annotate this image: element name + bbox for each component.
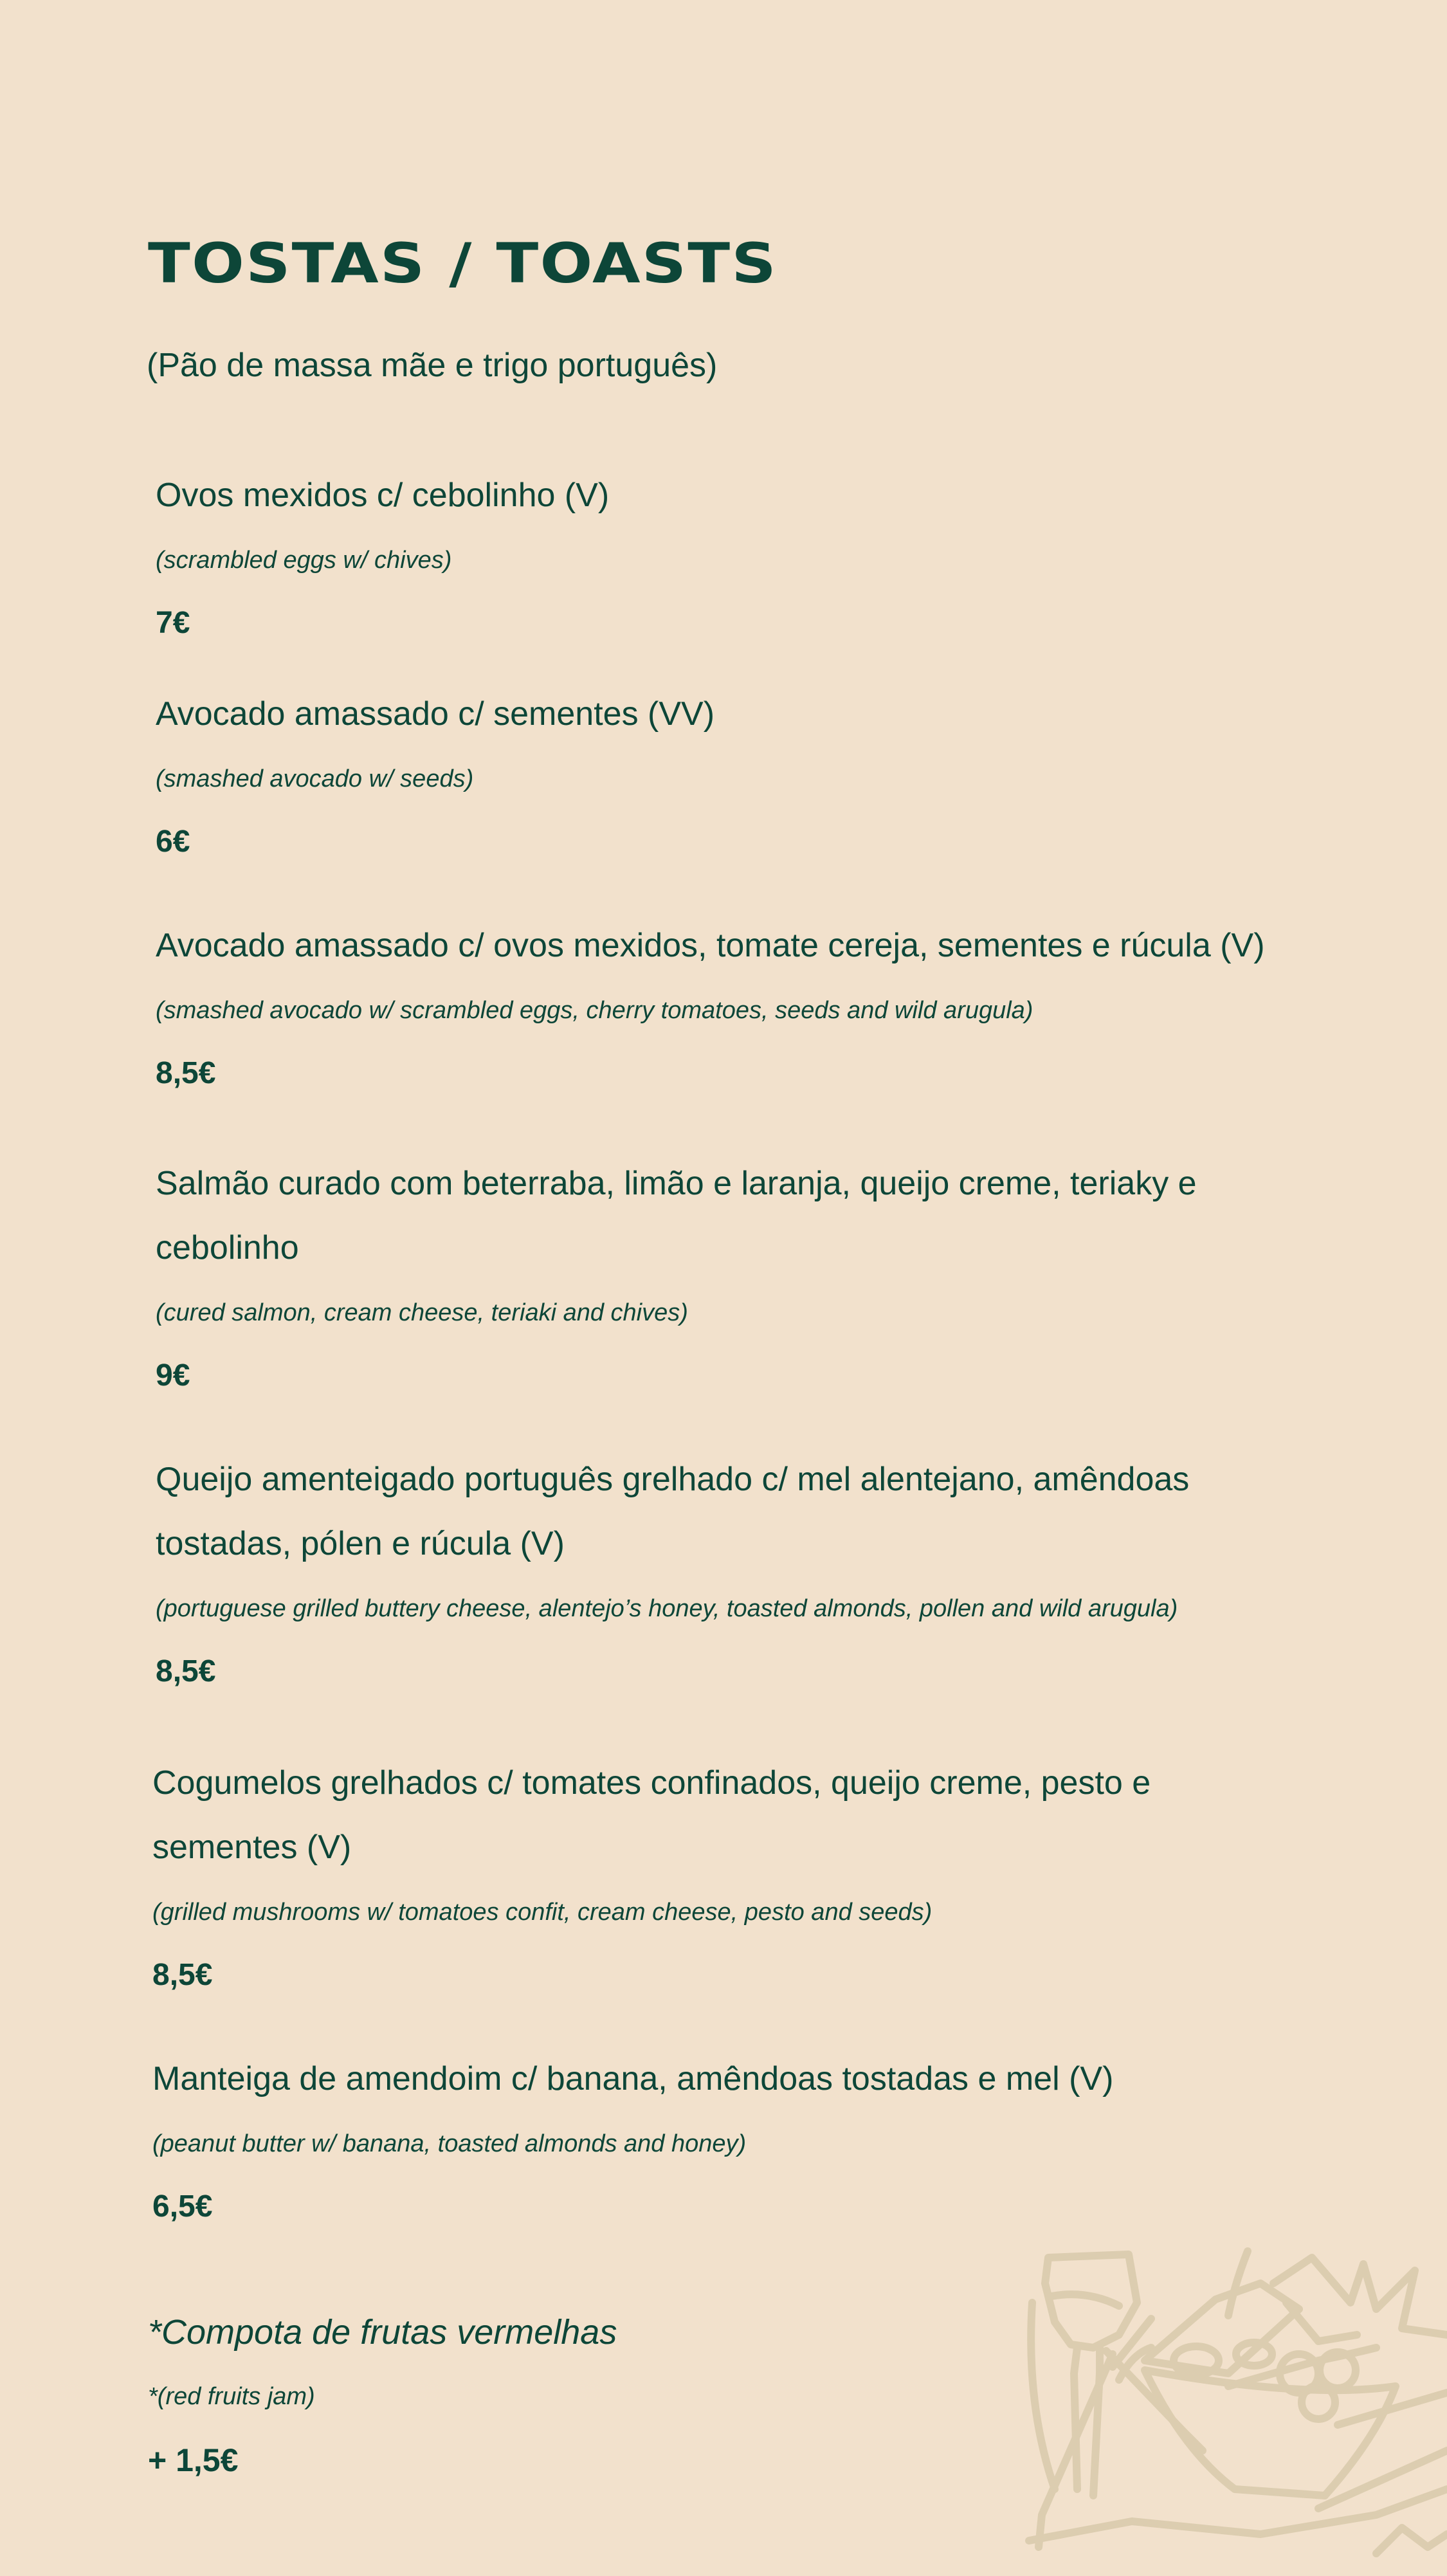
menu-item [156, 463, 1326, 641]
menu-item [156, 1151, 1197, 1393]
menu-item [152, 1751, 1304, 1993]
item-price: 8,5€ [156, 1056, 216, 1090]
menu-item [156, 913, 1326, 1091]
menu-item [156, 1447, 1313, 1689]
item-description: (smashed avocado w/ scrambled eggs, cherry tomatoes, seeds and wild arugula) [156, 997, 1033, 1024]
item-name: Queijo amenteigado português grelhado c/ mel alentejano, amêndoas tostadas, pólen e rúcula (V) [156, 1461, 1190, 1562]
item-price: 6€ [156, 825, 190, 859]
item-price: 9€ [156, 1358, 190, 1393]
extra-addon [148, 2312, 617, 2479]
item-name: Avocado amassado c/ sementes (VV) [156, 695, 715, 733]
section-title: TOSTAS / TOASTS [148, 232, 778, 296]
item-name: Ovos mexidos c/ cebolinho (V) [156, 477, 610, 514]
item-name: Avocado amassado c/ ovos mexidos, tomate cereja, sementes e rúcula (V) [156, 927, 1265, 964]
item-name: Salmão curado com beterraba, limão e laranja, queijo creme, teriaky e cebolinho [156, 1165, 1197, 1266]
item-price: 8,5€ [152, 1958, 213, 1992]
item-description: (peanut butter w/ banana, toasted almonds and honey) [152, 2130, 747, 2157]
extra-price: + 1,5€ [148, 2442, 239, 2478]
item-description: (cured salmon, cream cheese, teriaki and chives) [156, 1299, 688, 1326]
item-price: 6,5€ [152, 2189, 213, 2224]
item-name: Manteiga de amendoim c/ banana, amêndoas tostadas e mel (V) [152, 2060, 1114, 2097]
item-description: (grilled mushrooms w/ tomatoes confit, cream cheese, pesto and seeds) [152, 1899, 933, 1926]
section-subtitle: (Pão de massa mãe e trigo português) [147, 347, 718, 384]
item-description: (portuguese grilled buttery cheese, alentejo’s honey, toasted almonds, pollen and wild arugula) [156, 1595, 1178, 1622]
menu-item [152, 2047, 1323, 2224]
item-price: 7€ [156, 606, 190, 640]
item-description: (scrambled eggs w/ chives) [156, 547, 452, 574]
extra-description: *(red fruits jam) [148, 2383, 315, 2410]
item-price: 8,5€ [156, 1654, 216, 1688]
food-table-illustration-icon [1016, 2245, 1447, 2573]
menu-item [156, 682, 1326, 859]
item-name: Cogumelos grelhados c/ tomates confinados, queijo creme, pesto e sementes (V) [152, 1764, 1151, 1866]
extra-name: *Compota de frutas vermelhas [148, 2313, 617, 2352]
item-description: (smashed avocado w/ seeds) [156, 765, 474, 792]
